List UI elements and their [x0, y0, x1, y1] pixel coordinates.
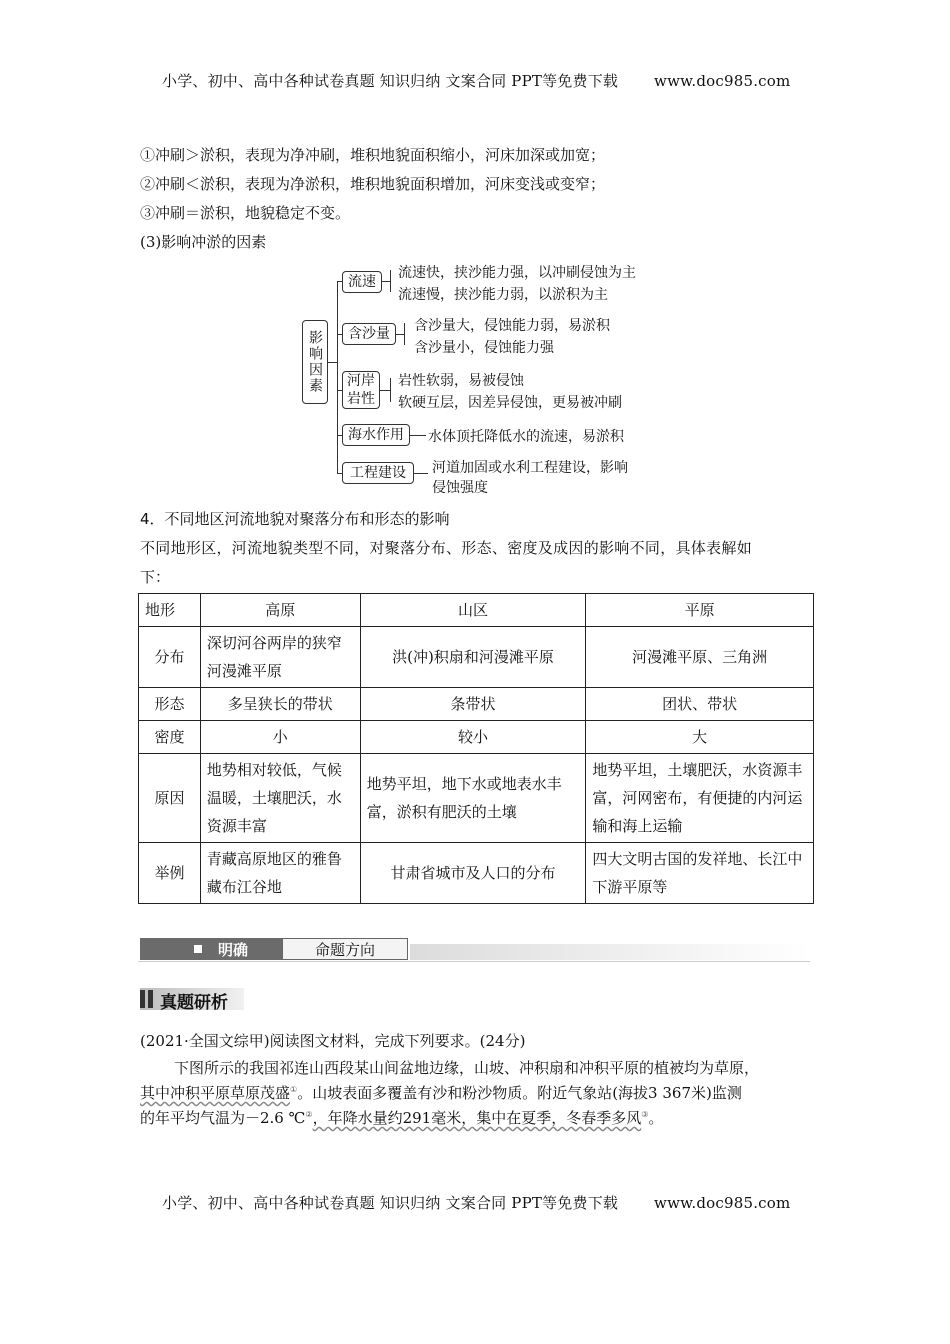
table-cell: 甘肃省城市及人口的分布	[360, 843, 586, 904]
annotation-mark: ②	[305, 1110, 313, 1119]
table-cell: 多呈狭长的带状	[200, 688, 360, 721]
table-row	[139, 688, 814, 721]
node-item: 流速快，挟沙能力强，以冲刷侵蚀为主	[398, 265, 636, 281]
question-text: 的年平均气温为－2.6 ℃	[140, 1109, 306, 1127]
section4-intro-cont: 下：	[140, 568, 171, 586]
node-flow-speed: 流速	[342, 271, 382, 293]
bar-icon	[140, 990, 145, 1008]
question-text: 其中冲积平原草原茂盛	[140, 1084, 291, 1102]
table-cell: 河漫滩平原、三角洲	[586, 627, 814, 688]
point-2: ②冲刷＜淤积，表现为净淤积，堆积地貌面积增加，河床变浅或变窄；	[140, 175, 606, 193]
section-bar-rule	[138, 961, 810, 962]
section-bar-label	[140, 938, 282, 960]
node-engineering: 工程建设	[342, 462, 414, 484]
table-cell: 举例	[139, 843, 201, 904]
table-cell: 原因	[139, 754, 201, 843]
node-item: 含沙量小，侵蚀能力强	[414, 340, 554, 356]
footer-url[interactable]: www.doc985.com	[654, 1194, 791, 1212]
node-item: 河道加固或水利工程建设，影响	[432, 460, 628, 476]
section4-intro: 不同地形区，河流地貌类型不同，对聚落分布、形态、密度及成因的影响不同，具体表解如	[140, 539, 753, 557]
question-para-line1: 下图所示的我国祁连山西段某山间盆地边缘，山坡、冲积扇和冲积平原的植被均为草原，	[174, 1059, 760, 1077]
table-cell: 深切河谷两岸的狭窄河漫滩平原	[200, 627, 360, 688]
table-cell: 分布	[139, 627, 201, 688]
question-text: ，年降水量约291毫米，集中在夏季，冬春季多风	[312, 1109, 642, 1127]
question-para-line2	[140, 1082, 742, 1103]
table-header: 地形	[139, 594, 201, 627]
question-text: 。	[648, 1109, 664, 1127]
table-cell: 四大文明古国的发祥地、长江中下游平原等	[586, 843, 814, 904]
footer-text: 小学、初中、高中各种试卷真题 知识归纳 文案合同 PPT等免费下载	[162, 1194, 619, 1212]
connector	[410, 435, 426, 436]
table-cell: 形态	[139, 688, 201, 721]
node-sediment: 含沙量	[342, 323, 396, 345]
connector	[396, 334, 404, 335]
section4-title: 4．不同地区河流地貌对聚落分布和形态的影响	[140, 510, 450, 528]
connector	[390, 270, 391, 292]
section-bar-right: 命题方向	[282, 938, 408, 960]
header-url[interactable]: www.doc985.com	[654, 72, 791, 90]
connector	[380, 390, 390, 391]
subheading-factors: (3)影响冲淤的因素	[140, 233, 267, 251]
bar-icon	[148, 990, 153, 1008]
table-cell: 地势相对较低，气候温暖，土壤肥沃，水资源丰富	[200, 754, 360, 843]
table-row	[139, 627, 814, 688]
table-header: 山区	[360, 594, 586, 627]
table-header: 高原	[200, 594, 360, 627]
section-bar-left: 明确	[218, 941, 249, 959]
table-cell: 地势平坦，土壤肥沃，水资源丰富，河网密布，有便捷的内河运输和海上运输	[586, 754, 814, 843]
question-source: (2021·全国文综甲)阅读图文材料，完成下列要求。(24分)	[140, 1032, 526, 1050]
node-item: 侵蚀强度	[432, 480, 488, 496]
table-cell: 较小	[360, 721, 586, 754]
table-cell: 条带状	[360, 688, 586, 721]
table-cell: 青藏高原地区的雅鲁藏布江谷地	[200, 843, 360, 904]
table-row	[139, 843, 814, 904]
question-text: 。山坡表面多覆盖有沙和粉沙物质。附近气象站(海拔3 367米)监测	[297, 1084, 742, 1102]
table-cell: 大	[586, 721, 814, 754]
page-footer	[162, 1192, 790, 1213]
table-row	[139, 721, 814, 754]
connector	[404, 323, 405, 345]
header-text: 小学、初中、高中各种试卷真题 知识归纳 文案合同 PPT等免费下载	[162, 72, 619, 90]
node-item: 水体顶托降低水的流速，易淤积	[428, 429, 624, 445]
table-cell: 地势平坦，地下水或地表水丰富，淤积有肥沃的土壤	[360, 754, 586, 843]
zhenti-title: 真题研析	[160, 993, 228, 1013]
annotation-mark: ③	[641, 1110, 649, 1119]
node-seawater: 海水作用	[342, 424, 410, 446]
node-bank-rock: 河岸岩性	[342, 371, 380, 409]
table-row	[139, 754, 814, 843]
settlement-table	[138, 593, 814, 904]
mindmap-root: 影响因素	[302, 320, 328, 404]
point-3: ③冲刷＝淤积，地貌稳定不变。	[140, 204, 351, 222]
connector	[414, 473, 428, 474]
node-item: 含沙量大，侵蚀能力弱，易淤积	[414, 318, 610, 334]
page-header	[162, 70, 790, 91]
connector	[382, 281, 390, 282]
node-item: 岩性软弱，易被侵蚀	[398, 373, 524, 389]
table-cell: 小	[200, 721, 360, 754]
table-cell: 团状、带状	[586, 688, 814, 721]
connector	[337, 281, 338, 473]
table-header: 平原	[586, 594, 814, 627]
node-item: 软硬互层，因差异侵蚀，更易被冲刷	[398, 395, 622, 411]
table-cell: 洪(冲)积扇和河漫滩平原	[360, 627, 586, 688]
square-icon	[194, 945, 202, 953]
node-item: 流速慢，挟沙能力弱，以淤积为主	[398, 287, 608, 303]
annotation-mark: ①	[290, 1085, 298, 1094]
table-cell: 密度	[139, 721, 201, 754]
question-para-line3	[140, 1107, 663, 1128]
table-header-row	[139, 594, 814, 627]
section-bar-fade	[410, 944, 810, 960]
point-1: ①冲刷＞淤积，表现为净冲刷，堆积地貌面积缩小，河床加深或加宽；	[140, 146, 606, 164]
connector	[390, 378, 391, 402]
